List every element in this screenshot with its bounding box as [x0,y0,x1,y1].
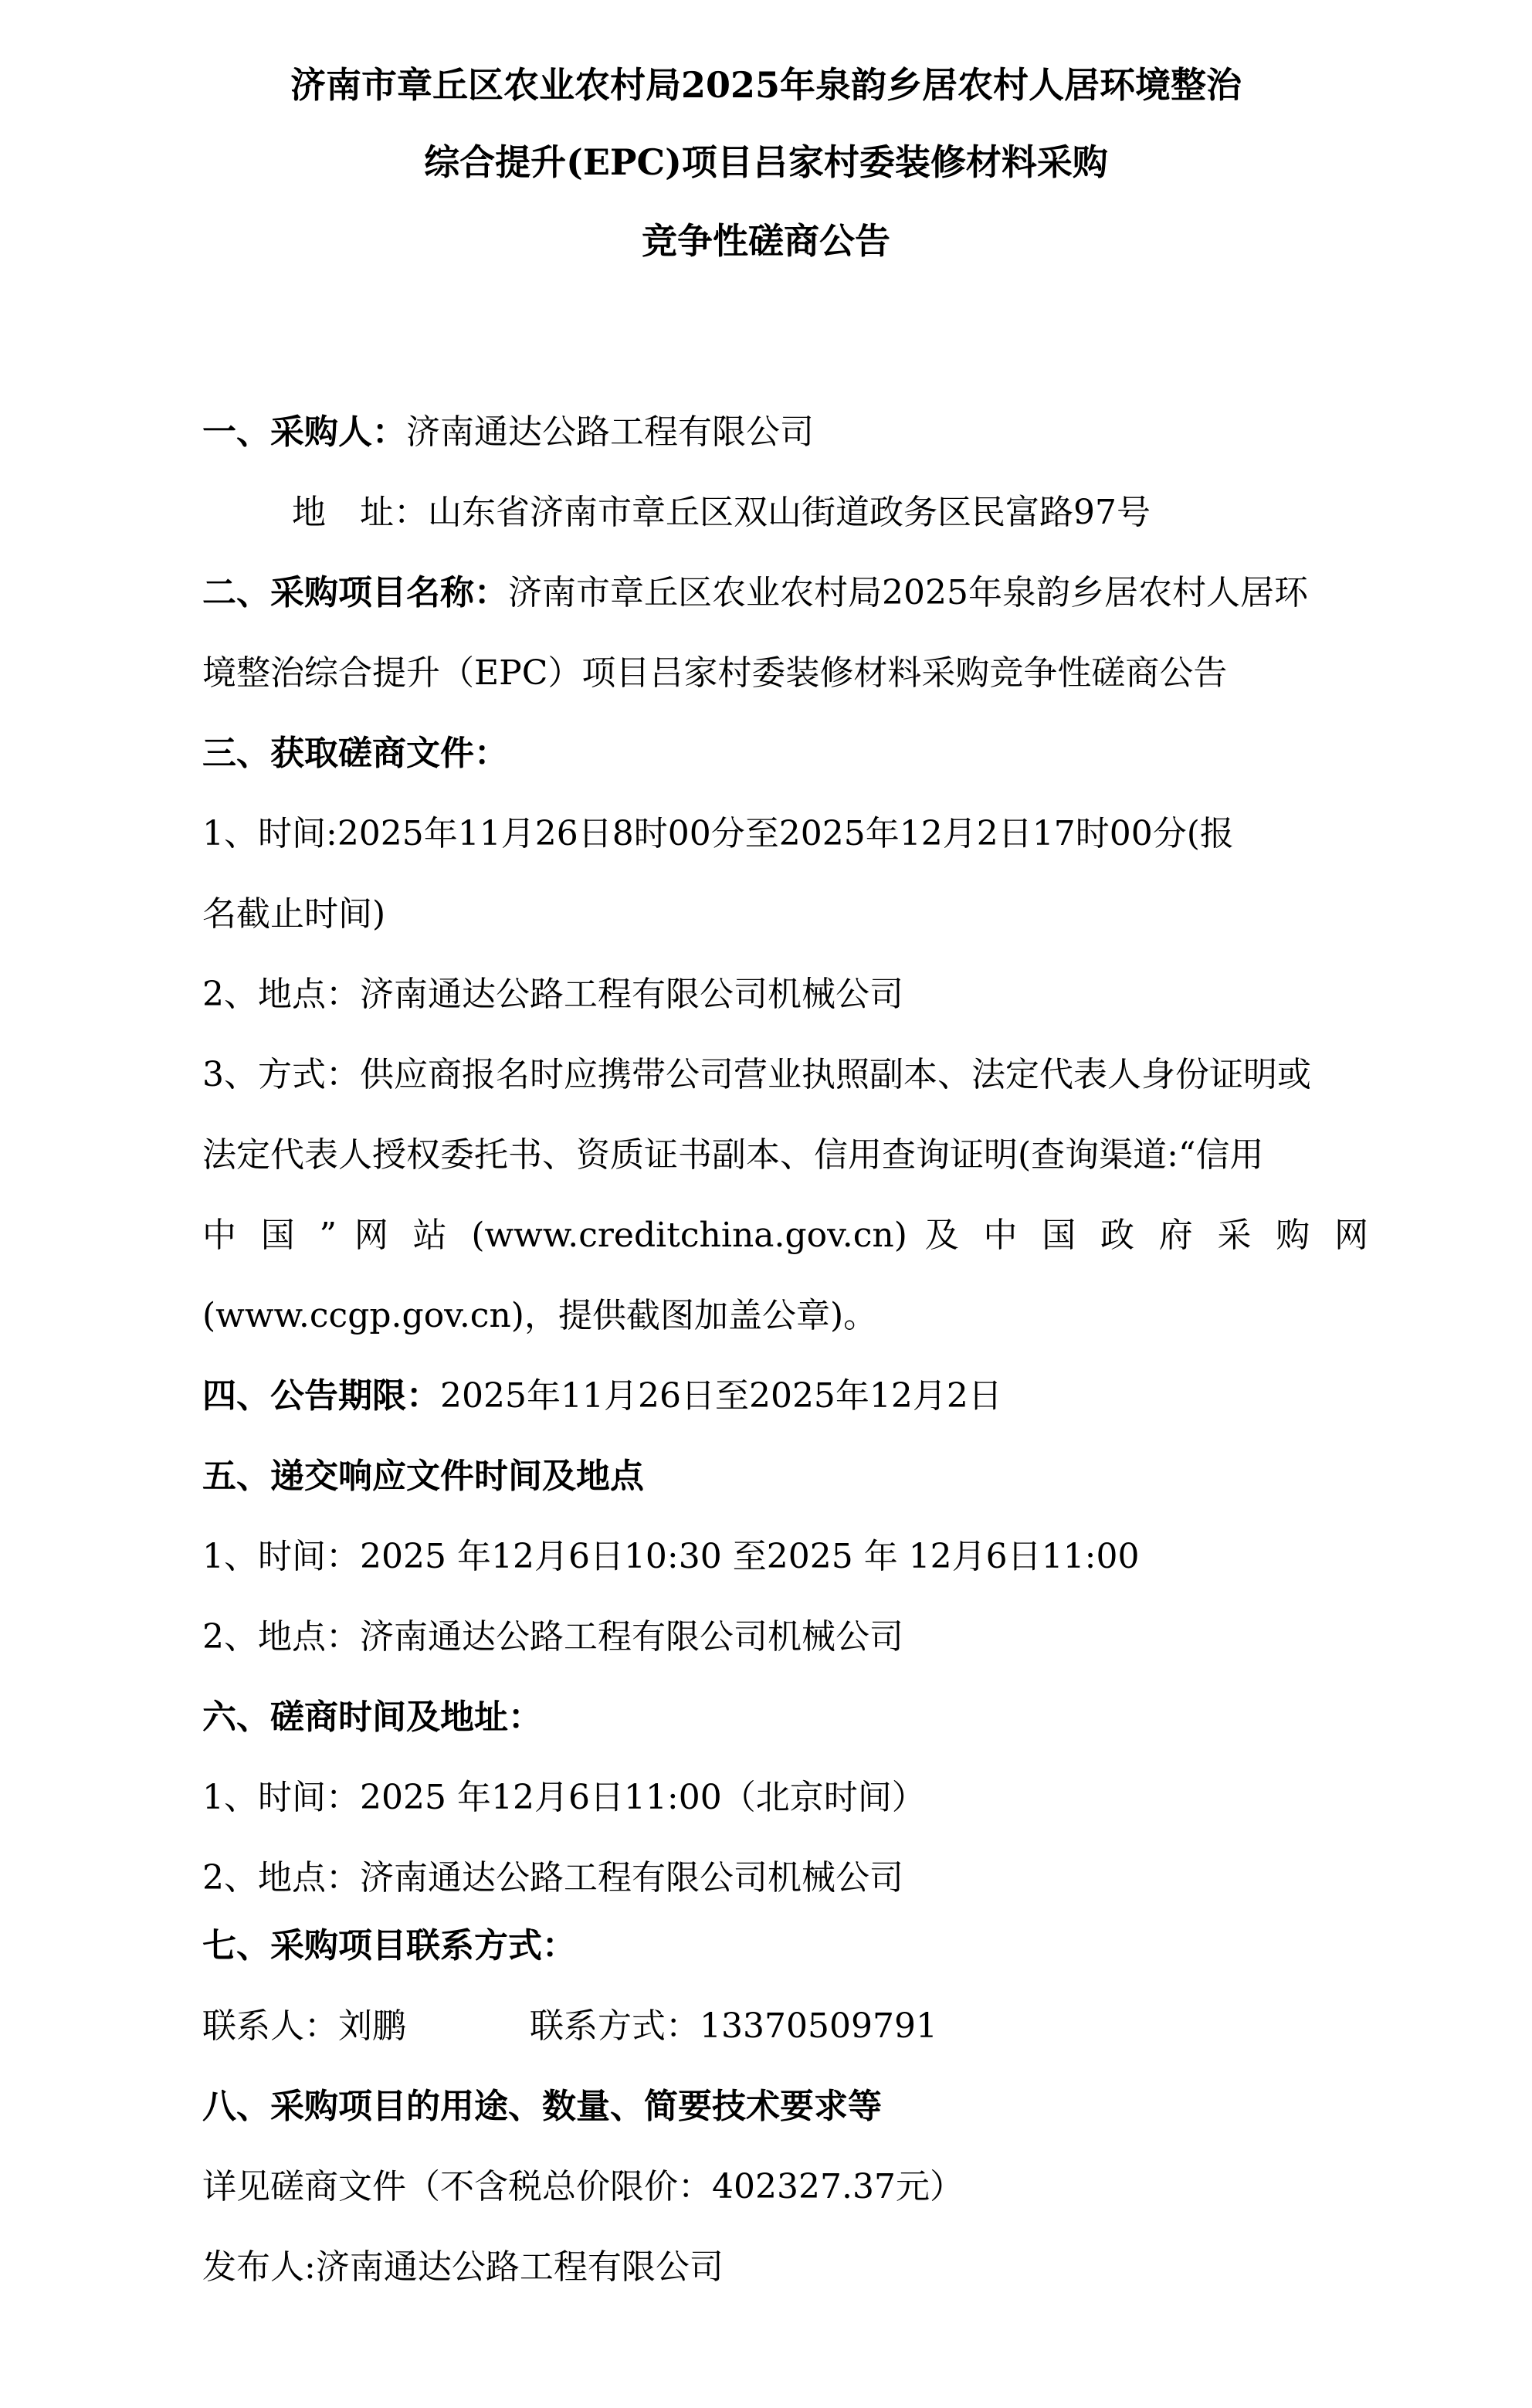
address-label: 地 址： [292,493,428,532]
title-line-2: 综合提升(EPC)项目吕家村委装修材料采购 [424,141,1108,183]
section-purchaser [202,409,814,456]
negotiation-location: 2、地点：济南通达公路工程有限公司机械公司 [202,1858,903,1898]
contact-person: 联系人：刘鹏 [202,2006,406,2046]
purchaser-address [292,490,1151,536]
requirements-value: 详见磋商文件（不含税总价限价：402327.37元） [202,2167,964,2206]
obtain-location: 2、地点：济南通达公路工程有限公司机械公司 [202,975,903,1014]
section-requirements: 八、采购项目的用途、数量、简要技术要求等 [202,2087,882,2126]
obtain-method-line-3: 中 国 ” 网 站 (www.creditchina.gov.cn) 及 中 国 政 府 采 购 网 [202,1216,1368,1255]
purchaser-name: 济南通达公路工程有限公司 [406,412,814,452]
address-value: 山东省济南市章丘区双山街道政务区民富路97号 [428,493,1151,532]
contact-line [202,2003,937,2050]
obtain-time-line-2: 名截止时间) [202,894,386,934]
obtain-method-line-1: 3、方式：供应商报名时应携带公司营业执照副本、法定代表人身份证明或 [202,1055,1311,1094]
section-announcement-period [202,1373,1002,1419]
section-obtain-documents: 三、获取磋商文件： [202,734,508,773]
title-line-3: 竞争性磋商公告 [642,220,890,262]
submission-time: 1、时间：2025 年12月6日10:30 至2025 年 12月6日11:00 [202,1537,1140,1576]
section-label: 四、公告期限： [202,1376,440,1416]
section-contact: 七、采购项目联系方式： [202,1926,576,1965]
project-name-part-2: 境整治综合提升（EPC）项目吕家村委装修材料采购竞争性磋商公告 [202,653,1228,693]
publisher: 发布人:济南通达公路工程有限公司 [202,2247,724,2287]
project-name-part-1: 济南市章丘区农业农村局2025年泉韵乡居农村人居环 [508,573,1308,612]
negotiation-time: 1、时间：2025 年12月6日11:00（北京时间） [202,1778,926,1817]
section-submission: 五、递交响应文件时间及地点 [202,1457,644,1496]
contact-phone: 联系方式：13370509791 [530,2006,937,2046]
section-negotiation: 六、磋商时间及地址： [202,1697,542,1737]
section-label: 一、采购人： [202,412,406,452]
section-project-name [202,570,1308,616]
obtain-method-line-4: (www.ccgp.gov.cn)，提供截图加盖公章)。 [202,1296,878,1335]
submission-location: 2、地点：济南通达公路工程有限公司机械公司 [202,1617,903,1657]
announcement-period-value: 2025年11月26日至2025年12月2日 [440,1376,1002,1416]
obtain-method-line-2: 法定代表人授权委托书、资质证书副本、信用查询证明(查询渠道:“信用 [202,1135,1264,1175]
section-label: 二、采购项目名称： [202,573,508,612]
title-line-1: 济南市章丘区农业农村局2025年泉韵乡居农村人居环境整治 [290,64,1242,106]
obtain-time-line-1: 1、时间:2025年11月26日8时00分至2025年12月2日17时00分(报 [202,814,1234,853]
